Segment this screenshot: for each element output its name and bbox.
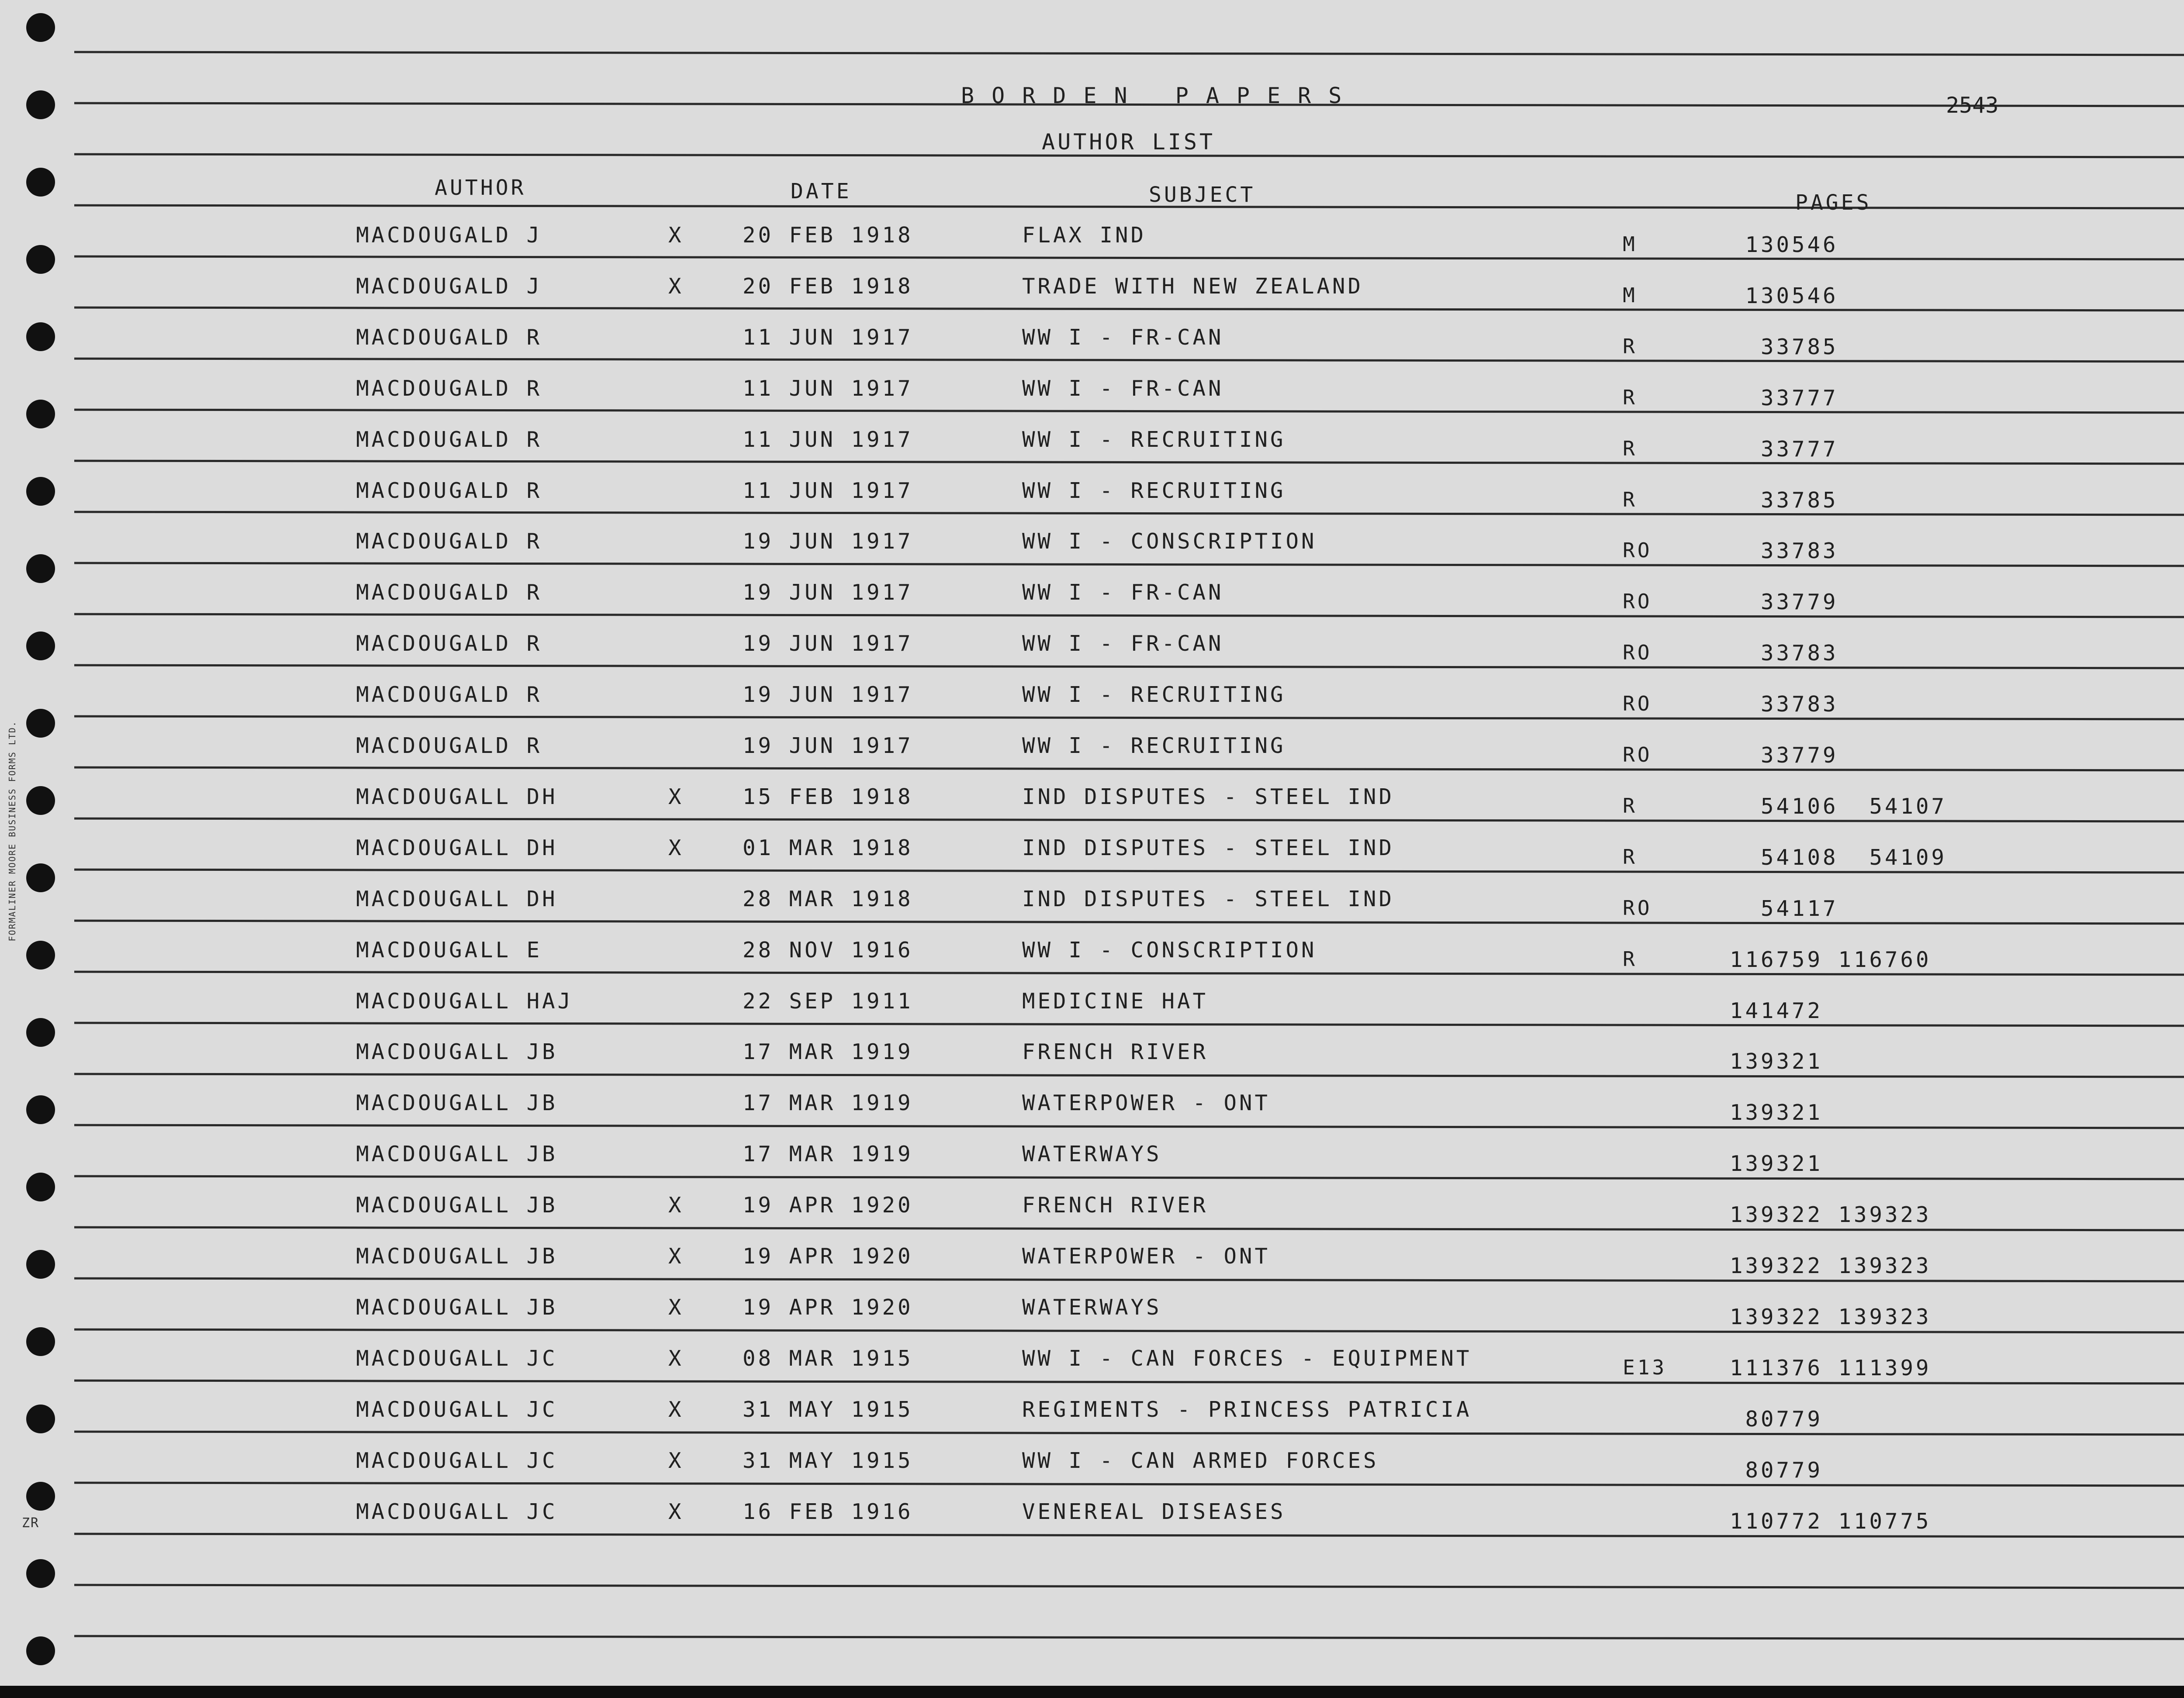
pages-cell: 33779 — [1730, 590, 1838, 615]
subject-cell: IND DISPUTES - STEEL IND — [1022, 784, 1395, 809]
flag-cell: X — [668, 784, 684, 809]
pages-cell: 139321 — [1730, 1151, 1823, 1177]
table-row — [0, 1346, 2184, 1390]
table-row — [0, 427, 2184, 471]
pages-cell: 33777 — [1730, 385, 1838, 411]
table-row — [0, 989, 2184, 1032]
ruled-line — [74, 1584, 2184, 1589]
subject-cell: WATERPOWER - ONT — [1022, 1244, 1271, 1269]
table-row — [0, 223, 2184, 266]
ruled-line — [74, 51, 2184, 56]
code-cell: RO — [1623, 641, 1652, 665]
date-cell: 19 JUN 1917 — [743, 631, 913, 656]
column-header-date: DATE — [791, 179, 852, 204]
author-cell: MACDOUGALD J — [356, 273, 543, 299]
pages-cell: 80779 — [1730, 1457, 1823, 1483]
date-cell: 19 JUN 1917 — [743, 580, 913, 605]
code-cell: M — [1623, 232, 1638, 256]
pages-cell: 130546 — [1730, 232, 1838, 257]
table-row — [0, 1039, 2184, 1083]
subject-cell: WATERWAYS — [1022, 1142, 1162, 1167]
date-cell: 20 FEB 1918 — [743, 273, 913, 299]
flag-cell: X — [668, 1499, 684, 1524]
subject-cell: VENEREAL DISEASES — [1022, 1499, 1286, 1524]
subject-cell: WW I - FR-CAN — [1022, 376, 1224, 401]
table-row — [0, 529, 2184, 573]
subject-cell: WW I - CAN ARMED FORCES — [1022, 1448, 1379, 1473]
flag-cell: X — [668, 1397, 684, 1422]
author-cell: MACDOUGALL JB — [356, 1142, 558, 1167]
author-cell: MACDOUGALD R — [356, 733, 543, 758]
subject-cell: REGIMENTS - PRINCESS PATRICIA — [1022, 1397, 1472, 1422]
pages-cell: 139322 139323 — [1730, 1253, 1932, 1278]
pages-cell: 33783 — [1730, 641, 1838, 666]
date-cell: 11 JUN 1917 — [743, 427, 913, 452]
subject-cell: WW I - FR-CAN — [1022, 324, 1224, 350]
author-cell: MACDOUGALD R — [356, 427, 543, 452]
subject-cell: IND DISPUTES - STEEL IND — [1022, 886, 1395, 911]
subject-cell: WW I - RECRUITING — [1022, 682, 1286, 708]
author-cell: MACDOUGALL HAJ — [356, 988, 574, 1014]
flag-cell: X — [668, 1244, 684, 1269]
pages-cell: 139321 — [1730, 1100, 1823, 1125]
pages-cell: 33785 — [1730, 334, 1838, 359]
table-row — [0, 835, 2184, 879]
feed-hole — [26, 1636, 55, 1665]
author-cell: MACDOUGALL JB — [356, 1091, 558, 1116]
table-row — [0, 1193, 2184, 1236]
author-cell: MACDOUGALD R — [356, 324, 543, 350]
page-subtitle: AUTHOR LIST — [1042, 129, 1216, 155]
subject-cell: IND DISPUTES - STEEL IND — [1022, 835, 1395, 860]
table-row — [0, 325, 2184, 369]
subject-cell: MEDICINE HAT — [1022, 988, 1209, 1014]
code-cell: R — [1623, 385, 1638, 409]
code-cell: RO — [1623, 896, 1652, 920]
table-row — [0, 376, 2184, 420]
column-header-subject: SUBJECT — [1149, 183, 1256, 207]
author-cell: MACDOUGALL JC — [356, 1499, 558, 1524]
author-cell: MACDOUGALD R — [356, 631, 543, 656]
flag-cell: X — [668, 1448, 684, 1473]
table-row — [0, 274, 2184, 318]
date-cell: 19 JUN 1917 — [743, 529, 913, 554]
feed-hole — [26, 90, 55, 119]
table-row — [0, 682, 2184, 726]
pages-cell: 139321 — [1730, 1049, 1823, 1074]
subject-cell: WW I - RECRUITING — [1022, 733, 1286, 758]
column-header-pages: PAGES — [1795, 190, 1872, 215]
pages-cell: 33779 — [1730, 743, 1838, 768]
author-cell: MACDOUGALD R — [356, 478, 543, 503]
author-cell: MACDOUGALL JC — [356, 1397, 558, 1422]
table-row — [0, 478, 2184, 522]
subject-cell: FRENCH RIVER — [1022, 1039, 1209, 1065]
author-cell: MACDOUGALL JB — [356, 1039, 558, 1065]
code-cell: R — [1623, 334, 1638, 358]
table-row — [0, 1244, 2184, 1287]
pages-cell: 110772 110775 — [1730, 1508, 1932, 1534]
date-cell: 17 MAR 1919 — [743, 1039, 913, 1065]
date-cell: 11 JUN 1917 — [743, 478, 913, 503]
pages-cell: 141472 — [1730, 998, 1823, 1023]
code-cell: RO — [1623, 538, 1652, 563]
date-cell: 17 MAR 1919 — [743, 1091, 913, 1116]
subject-cell: WW I - FR-CAN — [1022, 631, 1224, 656]
author-cell: MACDOUGALD R — [356, 682, 543, 708]
subject-cell: WATERPOWER - ONT — [1022, 1091, 1271, 1116]
date-cell: 19 APR 1920 — [743, 1294, 913, 1320]
subject-cell: WW I - CAN FORCES - EQUIPMENT — [1022, 1346, 1472, 1371]
pages-cell: 111376 111399 — [1730, 1355, 1932, 1380]
flag-cell: X — [668, 223, 684, 248]
code-cell: R — [1623, 794, 1638, 818]
subject-cell: WW I - RECRUITING — [1022, 478, 1286, 503]
table-row — [0, 1142, 2184, 1185]
subject-cell: WW I - CONSCRIPTION — [1022, 937, 1317, 963]
subject-cell: FLAX IND — [1022, 223, 1147, 248]
table-row — [0, 1397, 2184, 1441]
code-cell: RO — [1623, 743, 1652, 766]
date-cell: 28 MAR 1918 — [743, 886, 913, 911]
table-row — [0, 580, 2184, 624]
pages-cell: 116759 116760 — [1730, 947, 1932, 972]
table-row — [0, 1295, 2184, 1339]
feed-hole — [26, 168, 55, 197]
flag-cell: X — [668, 835, 684, 860]
author-cell: MACDOUGALL JC — [356, 1448, 558, 1473]
code-cell: R — [1623, 436, 1638, 460]
code-cell: R — [1623, 487, 1638, 511]
author-cell: MACDOUGALD J — [356, 223, 543, 248]
date-cell: 08 MAR 1915 — [743, 1346, 913, 1371]
table-row — [0, 887, 2184, 930]
pages-cell: 130546 — [1730, 283, 1838, 308]
code-cell: RO — [1623, 590, 1652, 614]
table-row — [0, 938, 2184, 981]
subject-cell: WW I - CONSCRIPTION — [1022, 529, 1317, 554]
date-cell: 31 MAY 1915 — [743, 1397, 913, 1422]
author-cell: MACDOUGALL DH — [356, 835, 558, 860]
pages-cell: 33783 — [1730, 692, 1838, 717]
subject-cell: TRADE WITH NEW ZEALAND — [1022, 273, 1364, 299]
date-cell: 31 MAY 1915 — [743, 1448, 913, 1473]
pages-cell: 139322 139323 — [1730, 1202, 1932, 1228]
flag-cell: X — [668, 273, 684, 299]
margin-mark: ZR — [22, 1515, 40, 1531]
table-row — [0, 733, 2184, 777]
author-cell: MACDOUGALD R — [356, 376, 543, 401]
author-cell: MACDOUGALL JB — [356, 1244, 558, 1269]
date-cell: 11 JUN 1917 — [743, 376, 913, 401]
pages-cell: 33777 — [1730, 436, 1838, 462]
pages-cell: 33785 — [1730, 487, 1838, 513]
subject-cell: WW I - FR-CAN — [1022, 580, 1224, 605]
flag-cell: X — [668, 1294, 684, 1320]
date-cell: 19 APR 1920 — [743, 1193, 913, 1218]
date-cell: 28 NOV 1916 — [743, 937, 913, 963]
author-cell: MACDOUGALL DH — [356, 784, 558, 809]
table-row — [0, 631, 2184, 675]
pages-cell: 139322 139323 — [1730, 1304, 1932, 1329]
feed-hole — [26, 1559, 55, 1588]
pages-cell: 54106 54107 — [1730, 794, 1947, 819]
form-manufacturer-imprint: FORMALINER MOORE BUSINESS FORMS LTD. — [7, 721, 17, 942]
author-cell: MACDOUGALL E — [356, 937, 543, 963]
table-row — [0, 1448, 2184, 1492]
feed-hole — [26, 13, 55, 42]
pages-cell: 80779 — [1730, 1406, 1823, 1432]
date-cell: 19 JUN 1917 — [743, 733, 913, 758]
author-cell: MACDOUGALD R — [356, 580, 543, 605]
date-cell: 15 FEB 1918 — [743, 784, 913, 809]
pages-cell: 33783 — [1730, 538, 1838, 564]
date-cell: 17 MAR 1919 — [743, 1142, 913, 1167]
subject-cell: FRENCH RIVER — [1022, 1193, 1209, 1218]
date-cell: 01 MAR 1918 — [743, 835, 913, 860]
author-cell: MACDOUGALL JB — [356, 1193, 558, 1218]
code-cell: R — [1623, 947, 1638, 971]
author-cell: MACDOUGALL JC — [356, 1346, 558, 1371]
date-cell: 16 FEB 1916 — [743, 1499, 913, 1524]
date-cell: 19 JUN 1917 — [743, 682, 913, 708]
subject-cell: WATERWAYS — [1022, 1294, 1162, 1320]
pages-cell: 54117 — [1730, 896, 1838, 921]
date-cell: 20 FEB 1918 — [743, 223, 913, 248]
flag-cell: X — [668, 1346, 684, 1371]
code-cell: E13 — [1623, 1355, 1667, 1379]
flag-cell: X — [668, 1193, 684, 1218]
author-cell: MACDOUGALL JB — [356, 1294, 558, 1320]
page-title: BORDEN PAPERS — [961, 83, 1359, 108]
table-row — [0, 1499, 2184, 1543]
page-number: 2543 — [1946, 93, 1999, 118]
table-row — [0, 1091, 2184, 1134]
author-cell: MACDOUGALD R — [356, 529, 543, 554]
code-cell: RO — [1623, 692, 1652, 716]
date-cell: 22 SEP 1911 — [743, 988, 913, 1014]
pages-cell: 54108 54109 — [1730, 845, 1947, 870]
table-row — [0, 784, 2184, 828]
date-cell: 11 JUN 1917 — [743, 324, 913, 350]
subject-cell: WW I - RECRUITING — [1022, 427, 1286, 452]
author-cell: MACDOUGALL DH — [356, 886, 558, 911]
ruled-line — [74, 1635, 2184, 1640]
code-cell: R — [1623, 845, 1638, 869]
date-cell: 19 APR 1920 — [743, 1244, 913, 1269]
code-cell: M — [1623, 283, 1638, 307]
column-header-author: AUTHOR — [435, 176, 526, 200]
